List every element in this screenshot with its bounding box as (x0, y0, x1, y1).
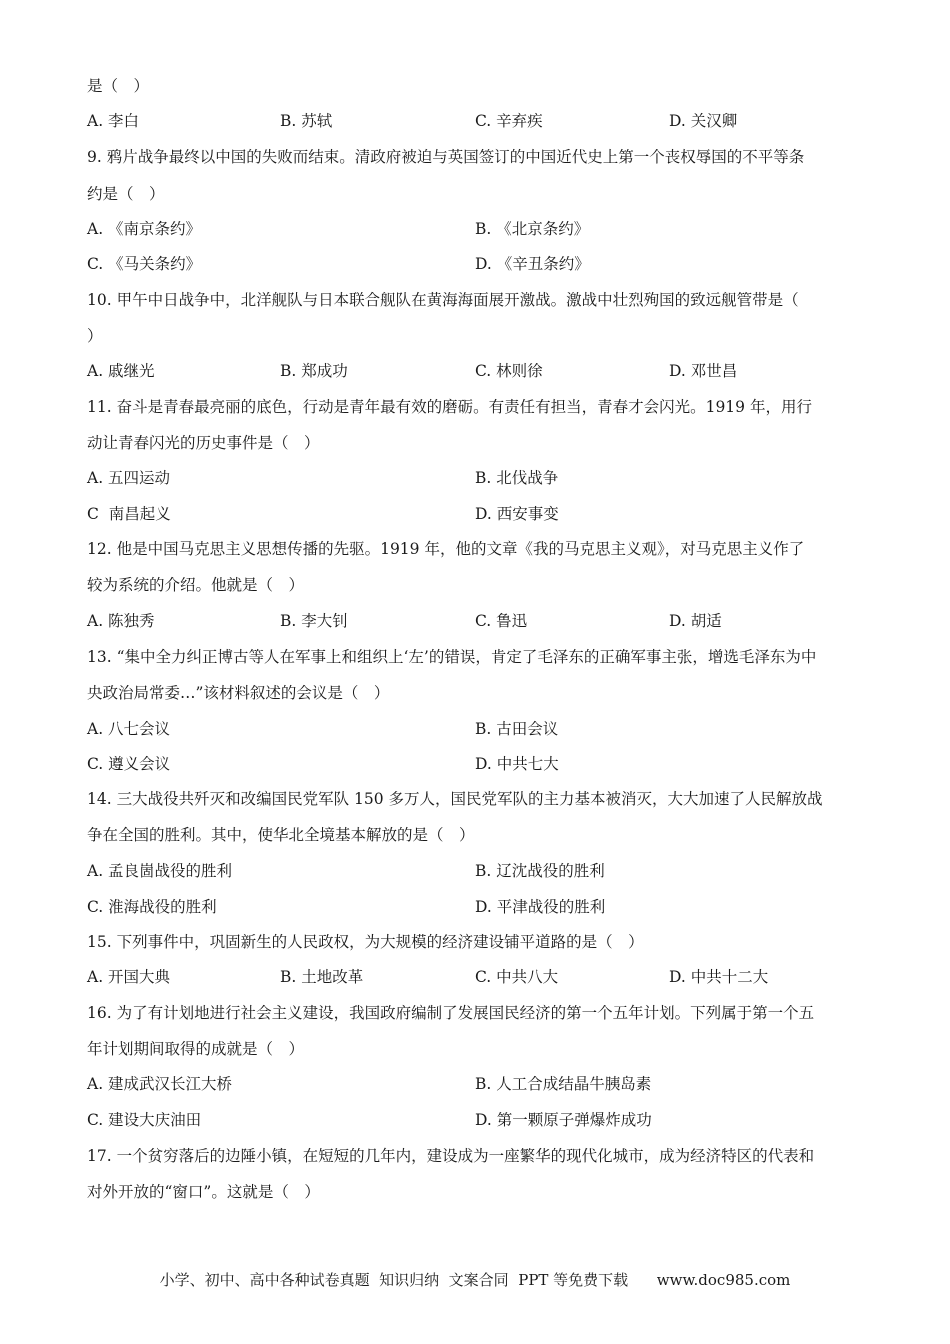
option-d: D. 邓世昌 (669, 362, 738, 380)
question-stem: 较为系统的介绍。他就是（ ） (87, 576, 305, 594)
question-stem: 争在全国的胜利。其中，使华北全境基本解放的是（ ） (87, 826, 475, 844)
option-a: A. 孟良崮战役的胜利 (87, 862, 233, 880)
option-a: A. 陈独秀 (87, 612, 155, 630)
options-row (87, 254, 870, 274)
option-a: A. 戚继光 (87, 362, 155, 380)
question-stem: 10. 甲午中日战争中，北洋舰队与日本联合舰队在黄海海面展开激战。激战中壮烈殉国的致远舰管带是（ (87, 291, 799, 309)
options-row (87, 897, 870, 917)
option-d: D. 西安事变 (475, 505, 559, 523)
option-b: B. 北伐战争 (475, 469, 559, 487)
question-stem: 14. 三大战役共歼灭和改编国民党军队 150 多万人，国民党军队的主力基本被消灭，大大加速了人民解放战 (87, 790, 823, 808)
option-d: D. 中共七大 (475, 755, 559, 773)
options-row (87, 1074, 870, 1094)
option-b: B. 李大钊 (280, 612, 348, 630)
option-a: A. 八七会议 (87, 720, 171, 738)
option-a: A. 开国大典 (87, 968, 171, 986)
question-stem: 央政治局常委…”该材料叙述的会议是（ ） (87, 684, 390, 702)
options-row (87, 719, 870, 739)
options-row (87, 111, 870, 131)
option-d: D. 中共十二大 (669, 968, 769, 986)
question-stem: 15. 下列事件中，巩固新生的人民政权，为大规模的经济建设铺平道路的是（ ） (87, 933, 644, 951)
option-b: B. 苏轼 (280, 112, 333, 130)
option-d: D. 平津战役的胜利 (475, 898, 606, 916)
options-row (87, 611, 870, 631)
option-d: D. 第一颗原子弹爆炸成功 (475, 1111, 652, 1129)
option-c: C. 建设大庆油田 (87, 1111, 202, 1129)
options-row (87, 967, 870, 987)
option-c: C. 中共八大 (475, 968, 559, 986)
question-stem: 13. “集中全力纠正博古等人在军事上和组织上‘左’的错误，肯定了毛泽东的正确军事主张，增选毛泽东为中 (87, 648, 817, 666)
options-row (87, 468, 870, 488)
option-b: B. 辽沈战役的胜利 (475, 862, 605, 880)
option-c: C. 《马关条约》 (87, 255, 202, 273)
option-c: C. 淮海战役的胜利 (87, 898, 217, 916)
question-stem: 是（ ） (87, 77, 150, 95)
question-stem: 动让青春闪光的历史事件是（ ） (87, 434, 320, 452)
options-row (87, 1110, 870, 1130)
options-row (87, 219, 870, 239)
option-b: B. 古田会议 (475, 720, 559, 738)
options-row (87, 754, 870, 774)
option-c: C. 林则徐 (475, 362, 543, 380)
option-b: B. 《北京条约》 (475, 220, 590, 238)
question-stem: 12. 他是中国马克思主义思想传播的先驱。1919 年，他的文章《我的马克思主义观》，对马克思主义作了 (87, 540, 805, 558)
option-b: B. 土地改革 (280, 968, 364, 986)
question-stem: 年计划期间取得的成就是（ ） (87, 1040, 305, 1058)
options-row (87, 504, 870, 524)
option-a: A. 建成武汉长江大桥 (87, 1075, 233, 1093)
option-d: D. 胡适 (669, 612, 722, 630)
question-stem: 9. 鸦片战争最终以中国的失败而结束。清政府被迫与英国签订的中国近代史上第一个丧权辱国的不平等条 (87, 148, 805, 166)
option-b: B. 人工合成结晶牛胰岛素 (475, 1075, 652, 1093)
question-stem: ） (87, 327, 103, 345)
option-c: C. 辛弃疾 (475, 112, 543, 130)
option-c: C. 鲁迅 (475, 612, 528, 630)
page-footer: 小学、初中、高中各种试卷真题 知识归纳 文案合同 PPT 等免费下载 www.doc985.com (159, 1271, 791, 1289)
question-stem: 对外开放的“窗口”。这就是（ ） (87, 1183, 320, 1201)
option-a: A. 五四运动 (87, 469, 171, 487)
question-stem: 11. 奋斗是青春最亮丽的底色，行动是青年最有效的磨砺。有责任有担当，青春才会闪光。1919 年，用行 (87, 398, 812, 416)
option-d: D. 关汉卿 (669, 112, 738, 130)
option-a: A. 《南京条约》 (87, 220, 202, 238)
option-a: A. 李白 (87, 112, 140, 130)
option-b: B. 郑成功 (280, 362, 348, 380)
option-c: C 南昌起义 (87, 505, 171, 523)
options-row (87, 861, 870, 881)
question-stem: 16. 为了有计划地进行社会主义建设，我国政府编制了发展国民经济的第一个五年计划。下列属于第一个五 (87, 1004, 815, 1022)
options-row (87, 361, 870, 381)
option-c: C. 遵义会议 (87, 755, 171, 773)
question-stem: 17. 一个贫穷落后的边陲小镇，在短短的几年内，建设成为一座繁华的现代化城市，成为经济特区的代表和 (87, 1147, 815, 1165)
option-d: D. 《辛丑条约》 (475, 255, 590, 273)
question-stem: 约是（ ） (87, 185, 165, 203)
